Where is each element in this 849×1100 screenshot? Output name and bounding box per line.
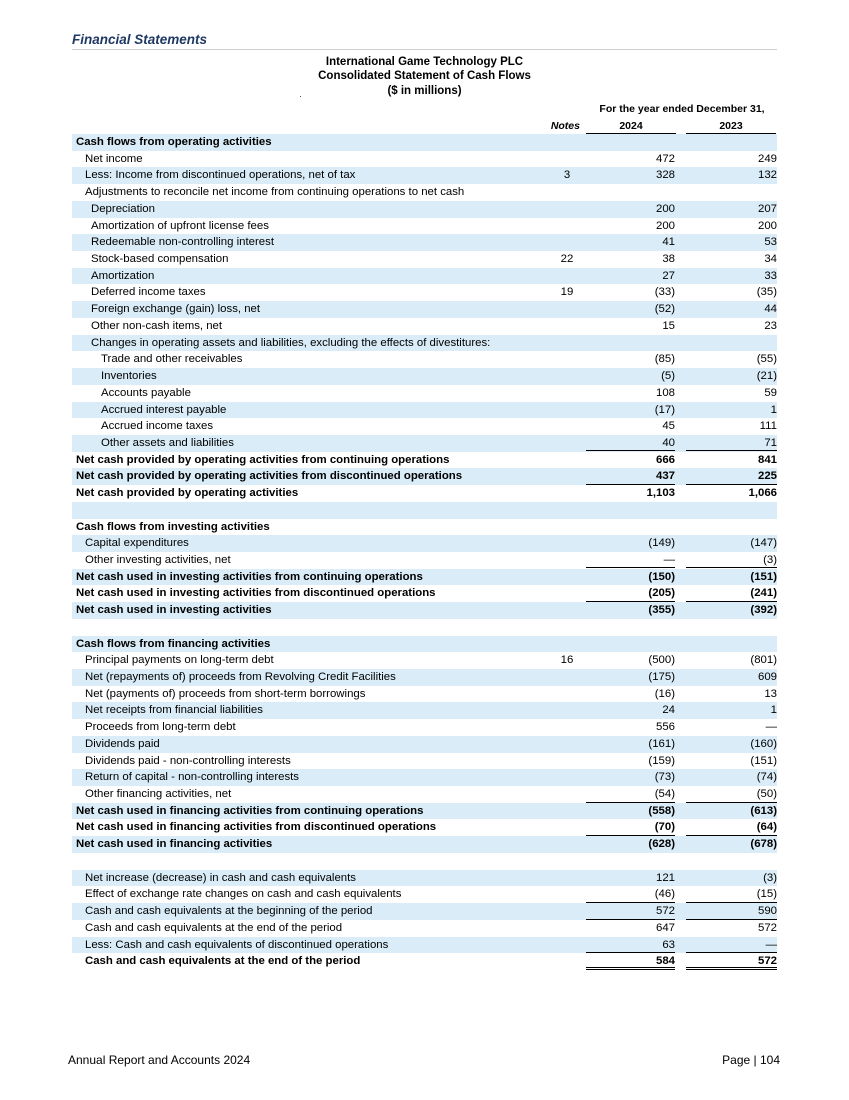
value-2023: (160) (750, 737, 777, 750)
row-label: Accrued income taxes (101, 420, 214, 433)
table-row (72, 351, 777, 368)
value-2023: 34 (764, 253, 777, 266)
value-2024: 63 (586, 937, 675, 954)
table-row (72, 234, 777, 251)
row-label: Proceeds from long-term debt (85, 721, 236, 734)
row-label: Net cash used in financing activities from discontinued operations (76, 821, 437, 834)
row-label: Accounts payable (101, 386, 191, 399)
table-row (72, 669, 777, 686)
value-2023: 1,066 (748, 487, 777, 500)
value-2024: (558) (648, 804, 675, 817)
table-row (72, 569, 777, 586)
value-2023: (3) (686, 552, 777, 569)
table-row (72, 719, 777, 736)
table-row (72, 184, 777, 201)
row-note-ref: 19 (560, 286, 574, 299)
table-row (72, 468, 777, 485)
value-2023: 33 (764, 269, 777, 282)
section-header: Financial Statements (72, 32, 777, 50)
row-label: Amortization of upfront license fees (91, 219, 269, 232)
row-label: Trade and other receivables (101, 353, 243, 366)
value-2023: — (686, 937, 777, 954)
table-row (72, 702, 777, 719)
value-2024: (70) (586, 819, 675, 836)
value-2023: (151) (750, 754, 777, 767)
value-2023: (147) (750, 537, 777, 550)
value-2023: 841 (757, 453, 777, 466)
value-2024: (46) (586, 886, 675, 903)
value-2023: (801) (750, 654, 777, 667)
row-label: Net cash used in financing activities (76, 838, 273, 851)
footer-page-number: Page | 104 (722, 1053, 780, 1067)
stray-dot (300, 96, 301, 97)
statement-title: Consolidated Statement of Cash Flows (318, 70, 531, 82)
value-2024: 15 (662, 319, 675, 332)
table-row (72, 268, 777, 285)
table-row (72, 769, 777, 786)
value-2023: (15) (686, 886, 777, 903)
table-row (72, 753, 777, 770)
row-note-ref: 3 (563, 169, 571, 182)
row-label: Net (repayments of) proceeds from Revolving Credit Facilities (85, 671, 396, 683)
value-2024: 121 (655, 871, 675, 884)
table-row (72, 519, 777, 536)
table-row (72, 535, 777, 552)
table-row (72, 652, 777, 669)
value-2023: (50) (686, 786, 777, 803)
table-row (72, 736, 777, 753)
value-2024: 1,103 (646, 487, 675, 500)
value-2023: 23 (764, 319, 777, 332)
row-label: Cash flows from operating activities (76, 136, 272, 148)
table-row (72, 318, 777, 335)
table-row (72, 870, 777, 887)
value-2024: (16) (654, 687, 675, 700)
row-label: Net income (85, 152, 143, 165)
row-label: Net cash used in investing activities from continuing operations (76, 570, 423, 583)
value-2024: 472 (655, 152, 675, 165)
table-row (72, 167, 777, 184)
table-row (72, 251, 777, 268)
value-2023: 132 (757, 169, 777, 182)
table-row (72, 786, 777, 803)
value-2024: (5) (661, 370, 675, 383)
value-2023: 249 (757, 152, 777, 165)
company-name: International Game Technology PLC (325, 56, 524, 68)
row-label: Net (payments of) proceeds from short-term borrowings (85, 687, 366, 700)
row-label: Net cash used in financing activities from continuing operations (76, 804, 424, 817)
value-2023: 71 (686, 435, 777, 452)
row-label: Amortization (91, 269, 155, 282)
value-2023: 609 (757, 671, 777, 683)
table-row (72, 301, 777, 318)
row-label: Stock-based compensation (91, 253, 229, 266)
row-label: Other non-cash items, net (91, 319, 223, 332)
table-row (72, 218, 777, 235)
notes-column-header: Notes (550, 120, 580, 132)
cash-flow-table (72, 134, 777, 970)
table-row (72, 636, 777, 653)
spacer-row (72, 619, 777, 636)
value-2023: (64) (686, 819, 777, 836)
value-2024: (161) (648, 737, 675, 750)
value-2024: 328 (655, 169, 675, 182)
value-2023: (613) (750, 804, 777, 817)
value-2024: 666 (655, 453, 675, 466)
table-row (72, 836, 777, 853)
row-label: Less: Cash and cash equivalents of discontinued operations (85, 938, 389, 951)
value-2024: 27 (662, 269, 675, 282)
row-label: Inventories (101, 370, 157, 383)
value-2023: 53 (764, 236, 777, 249)
value-2024: 41 (662, 236, 675, 249)
value-2024: 24 (662, 704, 675, 717)
row-label: Foreign exchange (gain) loss, net (91, 303, 261, 316)
value-2024: (54) (586, 786, 675, 803)
table-row (72, 368, 777, 385)
row-label: Net increase (decrease) in cash and cash equivalents (85, 871, 356, 884)
row-label: Redeemable non-controlling interest (91, 236, 274, 249)
value-2023: 1 (770, 403, 777, 416)
row-label: Cash and cash equivalents at the end of the period (85, 921, 343, 934)
value-2023: 572 (686, 953, 777, 970)
row-note-ref: 22 (560, 253, 574, 266)
footer-report-name: Annual Report and Accounts 2024 (68, 1053, 251, 1067)
value-2024: (73) (654, 771, 675, 784)
row-label: Other financing activities, net (85, 788, 232, 801)
value-2023: (241) (686, 585, 777, 602)
value-2023: (35) (756, 286, 777, 299)
value-2024: (52) (654, 303, 675, 316)
value-2023: 13 (764, 687, 777, 700)
table-row (72, 418, 777, 435)
row-label: Other investing activities, net (85, 553, 231, 566)
row-label: Less: Income from discontinued operations, net of tax (85, 169, 356, 182)
table-row (72, 402, 777, 419)
table-row (72, 385, 777, 402)
row-label: Depreciation (91, 202, 155, 215)
value-2024: 556 (655, 721, 675, 734)
table-row (72, 903, 777, 920)
row-label: Principal payments on long-term debt (85, 654, 274, 667)
row-label: Net cash provided by operating activities from discontinued operations (76, 470, 463, 483)
value-2023: 207 (757, 202, 777, 215)
value-2024: 584 (586, 953, 675, 970)
value-2023: 111 (759, 420, 777, 433)
row-label: Changes in operating assets and liabilities, excluding the effects of divestitures: (91, 336, 491, 349)
units-note: ($ in millions) (387, 85, 462, 97)
row-label: Net cash provided by operating activities (76, 487, 299, 500)
table-row (72, 803, 777, 820)
row-label: Effect of exchange rate changes on cash and cash equivalents (85, 888, 402, 901)
spacer-row (72, 502, 777, 519)
value-2024: (159) (648, 754, 675, 767)
table-row (72, 886, 777, 903)
value-2024: 38 (662, 253, 675, 266)
row-label: Net cash used in investing activities (76, 604, 272, 617)
table-row (72, 134, 777, 151)
table-row (72, 335, 777, 352)
value-2023: (55) (756, 353, 777, 366)
period-header: For the year ended December 31, (599, 103, 765, 115)
row-label: Return of capital - non-controlling interests (85, 771, 299, 784)
row-label: Cash and cash equivalents at the end of the period (85, 955, 361, 968)
table-row (72, 920, 777, 937)
row-label: Other assets and liabilities (101, 436, 234, 449)
value-2024: (205) (586, 585, 675, 602)
value-2023: (3) (763, 871, 777, 884)
value-2023: 1 (770, 704, 777, 717)
row-label: Net receipts from financial liabilities (85, 704, 263, 717)
value-2023: (21) (756, 370, 777, 383)
row-label: Net cash used in investing activities from discontinued operations (76, 587, 436, 600)
value-2024: 40 (586, 435, 675, 452)
value-2024: (175) (648, 671, 675, 683)
value-2024: (500) (648, 654, 675, 667)
table-row (72, 435, 777, 452)
row-label: Cash flows from financing activities (76, 637, 271, 650)
table-row (72, 552, 777, 569)
value-2023: (392) (750, 604, 777, 617)
value-2024: 200 (655, 202, 675, 215)
table-row (72, 819, 777, 836)
value-2023: (74) (756, 771, 777, 784)
table-row (72, 686, 777, 703)
row-label: Dividends paid (85, 737, 160, 750)
table-row (72, 953, 777, 970)
row-label: Adjustments to reconcile net income from continuing operations to net cash (85, 186, 465, 199)
value-2024: (628) (648, 838, 675, 851)
spacer-row (72, 853, 777, 870)
value-2024: (355) (648, 604, 675, 617)
row-label: Accrued interest payable (101, 403, 227, 416)
value-2023: 590 (686, 903, 777, 920)
row-label: Cash and cash equivalents at the beginning of the period (85, 905, 373, 918)
value-2023: 572 (757, 921, 777, 934)
value-2024: (85) (654, 353, 675, 366)
value-2023: 225 (686, 468, 777, 485)
row-label: Capital expenditures (85, 537, 189, 550)
table-row (72, 151, 777, 168)
value-2024: 572 (586, 903, 675, 920)
value-2024: — (586, 552, 675, 569)
value-2024: 437 (586, 468, 675, 485)
value-2023: 200 (757, 219, 777, 232)
year-2024-header: 2024 (586, 120, 676, 134)
row-label: Net cash provided by operating activities from continuing operations (76, 453, 450, 466)
value-2024: (150) (648, 570, 675, 583)
row-label: Cash flows from investing activities (76, 520, 270, 533)
value-2023: (151) (750, 570, 777, 583)
table-row (72, 284, 777, 301)
row-label: Deferred income taxes (91, 286, 206, 299)
table-row (72, 585, 777, 602)
table-row (72, 937, 777, 954)
value-2023: — (765, 721, 777, 734)
year-2023-header: 2023 (686, 120, 776, 134)
value-2024: (17) (654, 403, 675, 416)
value-2024: 647 (655, 921, 675, 934)
value-2023: 44 (764, 303, 777, 316)
value-2024: (33) (654, 286, 675, 299)
table-row (72, 602, 777, 619)
value-2024: 108 (655, 386, 675, 399)
value-2024: 200 (655, 219, 675, 232)
row-note-ref: 16 (560, 654, 574, 667)
table-row (72, 485, 777, 502)
table-row (72, 452, 777, 469)
value-2023: (678) (750, 838, 777, 851)
value-2024: 45 (662, 420, 675, 433)
table-row (72, 201, 777, 218)
value-2024: (149) (648, 537, 675, 550)
row-label: Dividends paid - non-controlling interests (85, 754, 291, 767)
value-2023: 59 (764, 386, 777, 399)
